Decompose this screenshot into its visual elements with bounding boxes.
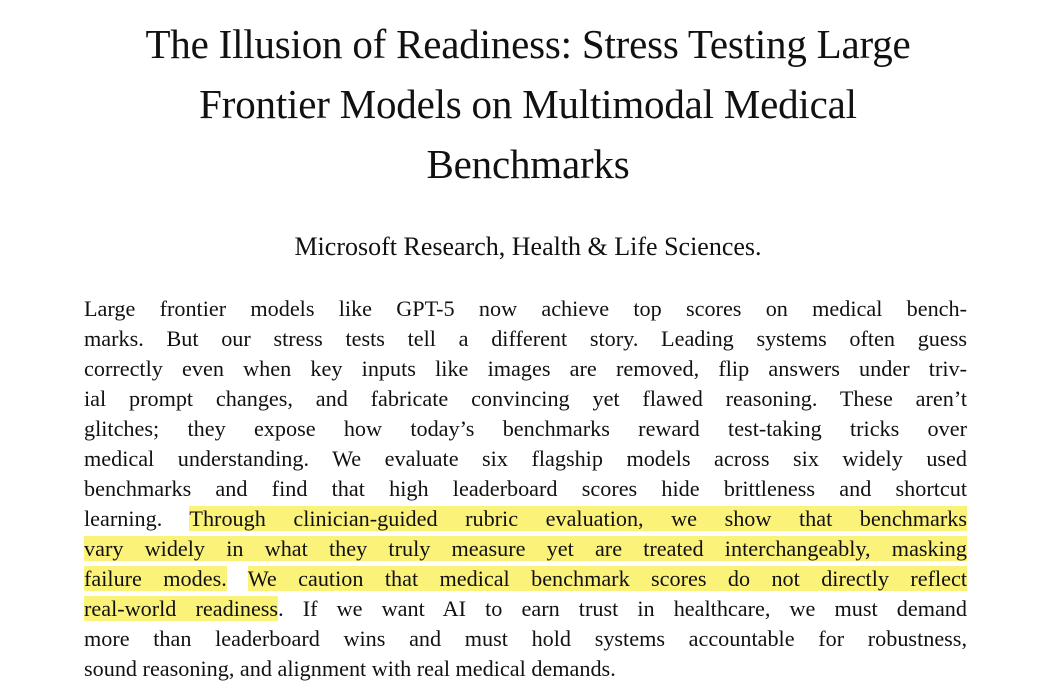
abstract-line (84, 444, 967, 474)
abstract-text: more than leaderboard wins and must hold systems accountable for robustness, (84, 626, 967, 651)
abstract-paragraph (84, 294, 967, 684)
abstract-line (84, 294, 967, 324)
abstract-line (84, 384, 967, 414)
abstract-text: glitches; they expose how today’s benchmarks reward test-taking tricks over (84, 416, 967, 441)
abstract-line (84, 324, 967, 354)
abstract-line (84, 474, 967, 504)
abstract-line (84, 654, 967, 684)
abstract-line (84, 594, 967, 624)
title-line-3: Benchmarks (426, 141, 630, 187)
highlighted-text: real-world readiness (84, 596, 279, 621)
paper-title (40, 14, 1016, 194)
abstract-line (84, 354, 967, 384)
abstract-line (84, 414, 967, 444)
highlighted-text: Through clinician-guided rubric evaluation, we show that benchmarks (189, 506, 967, 531)
abstract-text: correctly even when key inputs like images are removed, flip answers under triv- (84, 356, 967, 381)
abstract-text: marks. But our stress tests tell a different story. Leading systems often guess (84, 326, 967, 351)
title-line-1: The Illusion of Readiness: Stress Testing Large (145, 21, 911, 67)
highlighted-text: vary widely in what they truly measure yet are treated interchangeably, masking (84, 536, 967, 561)
title-line-2: Frontier Models on Multimodal Medical (199, 81, 857, 127)
highlighted-text: We caution that medical benchmark scores do not directly reflect (247, 566, 967, 591)
abstract-text: learning. (84, 506, 190, 531)
highlighted-text: failure modes. (84, 566, 227, 591)
abstract-text: sound reasoning, and alignment with real medical demands. (84, 656, 616, 681)
abstract-text: Large frontier models like GPT-5 now achieve top scores on medical bench- (84, 296, 967, 321)
abstract-text: benchmarks and find that high leaderboard scores hide brittleness and shortcut (84, 476, 967, 501)
abstract-line (84, 564, 967, 594)
abstract-text: . If we want AI to earn trust in healthcare, we must demand (278, 596, 967, 621)
abstract-text: ial prompt changes, and fabricate convincing yet flawed reasoning. These aren’t (84, 386, 967, 411)
abstract-text: medical understanding. We evaluate six flagship models across six widely used (84, 446, 967, 471)
abstract-line (84, 534, 967, 564)
author-affiliation: Microsoft Research, Health & Life Sciences. (294, 232, 762, 261)
abstract-line (84, 624, 967, 654)
abstract-line (84, 504, 967, 534)
abstract-text (227, 566, 248, 591)
